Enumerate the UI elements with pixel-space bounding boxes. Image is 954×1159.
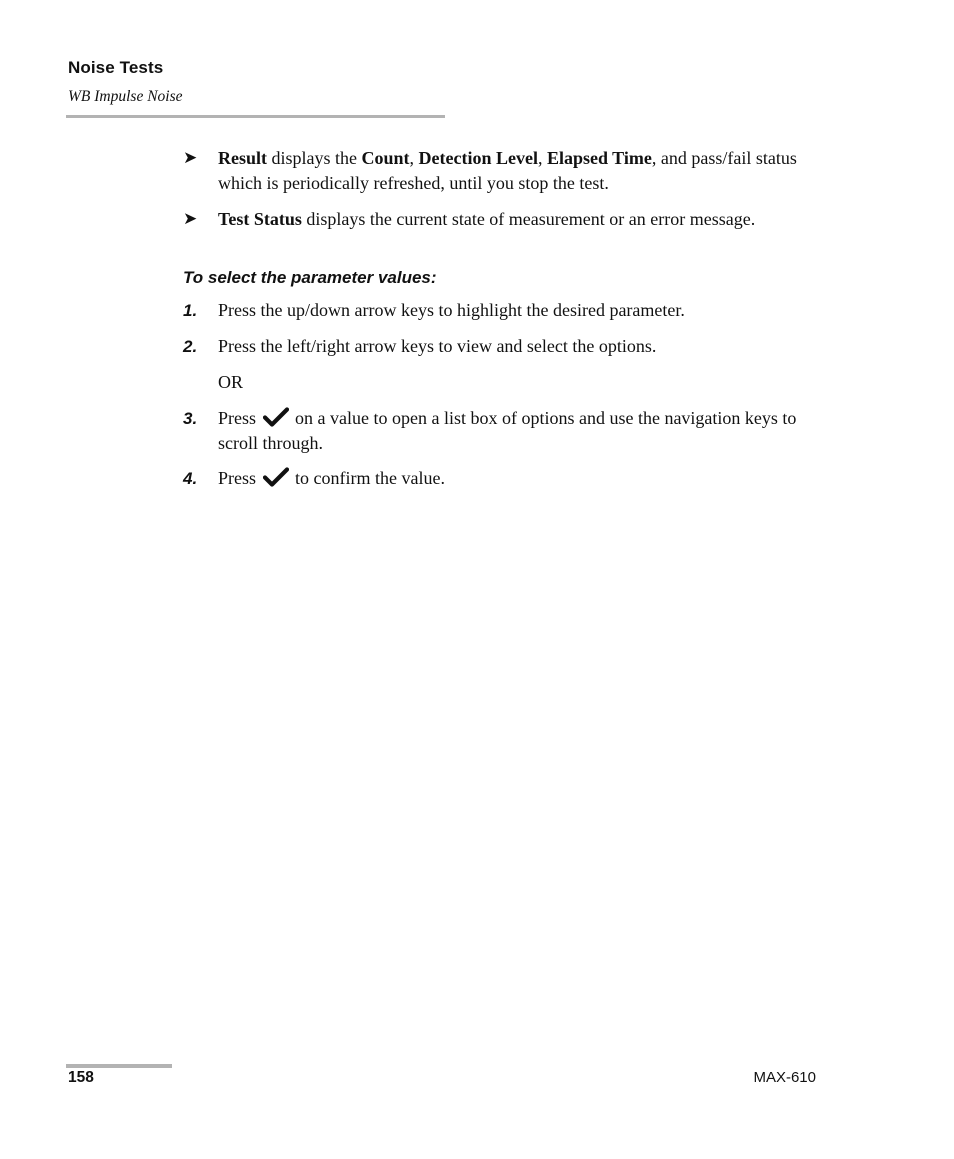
subsection-title: WB Impulse Noise: [68, 88, 183, 105]
text-fragment: ,: [537, 148, 547, 168]
term-elapsed-time: Elapsed Time: [546, 148, 652, 168]
text-fragment: on a value to open a list box of options and use the navigation keys to scroll through.: [218, 408, 797, 453]
text-fragment: , and pass/fail status which is periodically refreshed, until you stop the test.: [218, 148, 797, 193]
text-fragment: to confirm the value.: [290, 468, 445, 488]
step-text: Press the up/down arrow keys to highlight the desired parameter.: [218, 300, 685, 320]
procedure-heading: To select the parameter values:: [183, 268, 437, 287]
step-number: 2.: [183, 337, 198, 356]
checkmark-icon: [263, 467, 289, 487]
or-separator: OR: [218, 372, 244, 392]
page-number: 158: [68, 1069, 94, 1086]
checkmark-icon: [263, 407, 289, 427]
product-name: MAX-610: [753, 1069, 816, 1086]
term-detection-level: Detection Level: [418, 148, 538, 168]
text-fragment: ,: [409, 148, 419, 168]
step-number: 4.: [183, 469, 198, 488]
step-text: [218, 466, 818, 491]
section-title: Noise Tests: [68, 58, 164, 77]
step-text: Press the left/right arrow keys to view and select the options.: [218, 336, 657, 356]
bullet-arrow-icon: ➤: [183, 209, 198, 229]
term-result: Result: [218, 148, 267, 168]
text-fragment: displays the current state of measurement or an error message.: [301, 209, 756, 229]
step-number: 1.: [183, 301, 198, 320]
text-fragment: displays the: [267, 148, 362, 168]
bullet-test-status-text: [218, 207, 818, 232]
text-fragment: Press: [218, 468, 261, 488]
step-number: 3.: [183, 409, 198, 428]
bullet-result-text: [218, 146, 818, 196]
text-fragment: Press: [218, 408, 261, 428]
step-text: [218, 406, 818, 456]
footer-divider: [66, 1064, 172, 1068]
term-count: Count: [361, 148, 410, 168]
term-test-status: Test Status: [218, 209, 302, 229]
header-divider: [66, 115, 445, 118]
bullet-arrow-icon: ➤: [183, 148, 198, 168]
